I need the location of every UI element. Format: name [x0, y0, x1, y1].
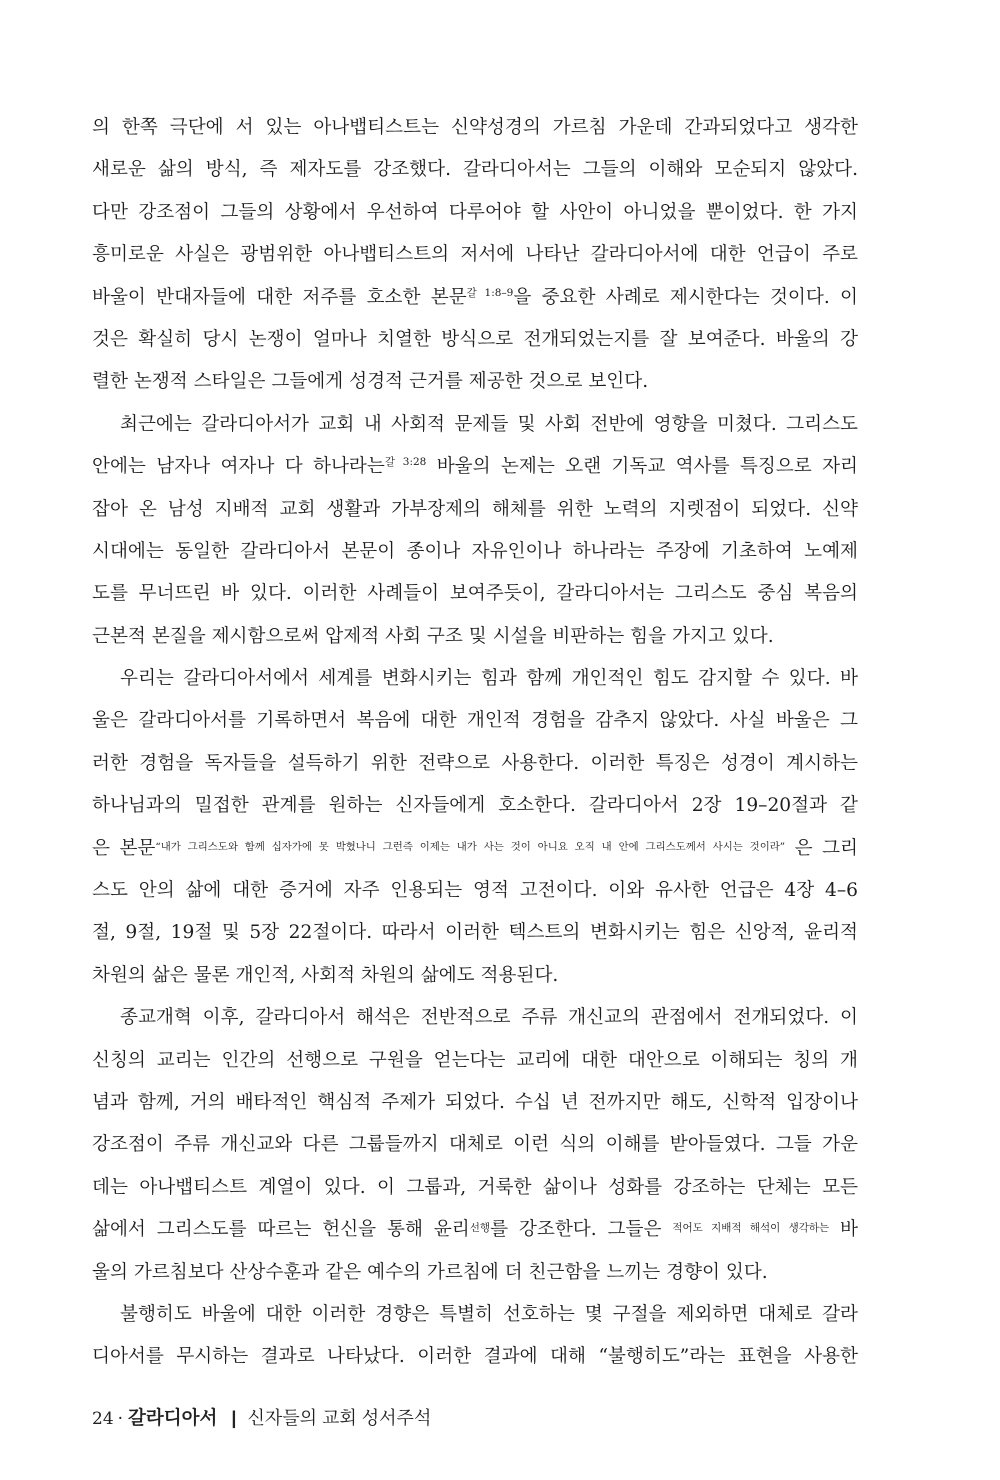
text-line: 다만 강조점이 그들의 상황에서 우선하여 다루어야 할 사안이 아니었을 뿐이었다. 한 가지 [92, 201, 858, 223]
text-line: 차원의 삶은 물론 개인적, 사회적 차원의 삶에도 적용된다. [92, 964, 559, 986]
text-segment: 을 중요한 사례로 제시한다는 것이다. 이 [513, 286, 858, 308]
text-line: 신칭의 교리는 인간의 선행으로 구원을 얻는다는 교리에 대한 대안으로 이해되는 칭의 개 [92, 1049, 858, 1071]
text-line: 념과 함께, 거의 배타적인 핵심적 주제가 되었다. 수십 년 전까지만 해도, 신학적 입장이나 [92, 1091, 858, 1113]
text-segment: 바울이 반대자들에 대한 저주를 호소한 본문 [92, 286, 467, 308]
paragraph [92, 997, 858, 1294]
text-line: 러한 경험을 독자들을 설득하기 위한 전략으로 사용한다. 이러한 특징은 성경이 계시하는 [92, 752, 858, 774]
paragraph [92, 1294, 858, 1379]
text-line: 디아서를 무시하는 결과로 나타났다. 이러한 결과에 대해 “불행히도”라는 표현을 사용한 [92, 1346, 858, 1368]
footer-separator: · [117, 1409, 124, 1429]
text-line: 우리는 갈라디아서에서 세계를 변화시키는 힘과 함께 개인적인 힘도 감지할 수 있다. 바 [120, 668, 858, 690]
book-title: 갈라디아서 [128, 1407, 218, 1428]
text-line: 강조점이 주류 개신교와 다른 그룹들까지 대체로 이런 식의 이해를 받아들였다. 그들 가운 [92, 1134, 858, 1156]
text-line: 도를 무너뜨린 바 있다. 이러한 사례들이 보여주듯이, 갈라디아서는 그리스도 중심 복음의 [92, 583, 858, 605]
text-line: 울의 가르침보다 산상수훈과 같은 예수의 가르침에 더 친근함을 느끼는 경향이 있다. [92, 1261, 768, 1283]
text-line: 의 한쪽 극단에 서 있는 아나뱁티스트는 신약성경의 가르침 가운데 간과되었다고 생각한 [92, 117, 858, 138]
running-footer [92, 1404, 431, 1432]
inline-gloss: 적어도 지배적 해석이 생각하는 [672, 1222, 830, 1235]
series-title: 신자들의 교회 성서주석 [247, 1408, 432, 1428]
text-line: 울은 갈라디아서를 기록하면서 복음에 대한 개인적 경험을 감추지 않았다. 사실 바울은 그 [92, 710, 858, 732]
footer-divider: | [231, 1408, 237, 1428]
text-segment: 안에는 남자나 여자나 다 하나라는 [92, 456, 385, 478]
text-segment: 바 [829, 1219, 858, 1241]
text-line: 최근에는 갈라디아서가 교회 내 사회적 문제들 및 사회 전반에 영향을 미쳤다. 그리스도 [120, 413, 858, 435]
scripture-reference: 갈 1:8–9 [466, 286, 514, 299]
text-line [92, 277, 858, 319]
page-number: 24 [92, 1409, 114, 1429]
paragraph [92, 658, 858, 997]
text-line: 렬한 논쟁적 스타일은 그들에게 성경적 근거를 제공한 것으로 보인다. [92, 371, 649, 393]
text-segment: 를 강조한다. 그들은 [490, 1219, 673, 1241]
text-line: 하나님과의 밀접한 관계를 원하는 신자들에게 호소한다. 갈라디아서 2장 19–20절과 같 [92, 795, 858, 817]
text-line: 종교개혁 이후, 갈라디아서 해석은 전반적으로 주류 개신교의 관점에서 전개되었다. 이 [120, 1007, 858, 1029]
text-segment: 은 본문 [92, 837, 156, 859]
text-line: 불행히도 바울에 대한 이러한 경향은 특별히 선호하는 몇 구절을 제외하면 대체로 갈라 [120, 1303, 858, 1325]
text-line: 절, 9절, 19절 및 5장 22절이다. 따라서 이러한 텍스트의 변화시키는 힘은 신앙적, 윤리적 [92, 922, 858, 944]
scripture-reference: 갈 3:28 [384, 456, 427, 469]
text-line: 새로운 삶의 방식, 즉 제자도를 강조했다. 갈라디아서는 그들의 이해와 모순되지 않았다. [92, 159, 858, 181]
text-line: 잡아 온 남성 지배적 교회 생활과 가부장제의 해체를 위한 노력의 지렛점이 되었다. 신약 [92, 498, 858, 520]
text-segment: 은 그리 [785, 837, 858, 859]
text-line: 흥미로운 사실은 광범위한 아나뱁티스트의 저서에 나타난 갈라디아서에 대한 언급이 주로 [92, 244, 858, 266]
paragraph [92, 107, 858, 404]
text-line: 시대에는 동일한 갈라디아서 본문이 종이나 자유인이나 하나라는 주장에 기초하여 노예제 [92, 540, 858, 562]
text-line: 근본적 본질을 제시함으로써 압제적 사회 구조 및 시설을 비판하는 힘을 가지고 있다. [92, 625, 774, 647]
text-line: 스도 안의 삶에 대한 증거에 자주 인용되는 영적 고전이다. 이와 유사한 언급은 4장 4–6 [92, 880, 858, 902]
text-line: 것은 확실히 당시 논쟁이 얼마나 치열한 방식으로 전개되었는지를 잘 보여준다. 바울의 강 [92, 328, 858, 350]
paragraph [92, 404, 858, 658]
text-line: 데는 아나뱁티스트 계열이 있다. 이 그룹과, 거룩한 삶이나 성화를 강조하는 단체는 모든 [92, 1176, 858, 1198]
text-segment: 삶에서 그리스도를 따르는 헌신을 통해 윤리 [92, 1219, 470, 1241]
inline-quotation: “내가 그리스도와 함께 십자가에 못 박혔나니 그런즉 이제는 내가 사는 것이 아니요 오직 내 안에 그리스도께서 사시는 것이라” [155, 840, 786, 853]
text-line [92, 828, 858, 870]
inline-gloss: 선행 [469, 1222, 491, 1235]
text-segment: 바울의 논제는 오랜 기독교 역사를 특징으로 자리 [426, 456, 858, 478]
body-text [92, 107, 858, 1379]
text-line [92, 446, 858, 488]
text-line [92, 1209, 858, 1251]
